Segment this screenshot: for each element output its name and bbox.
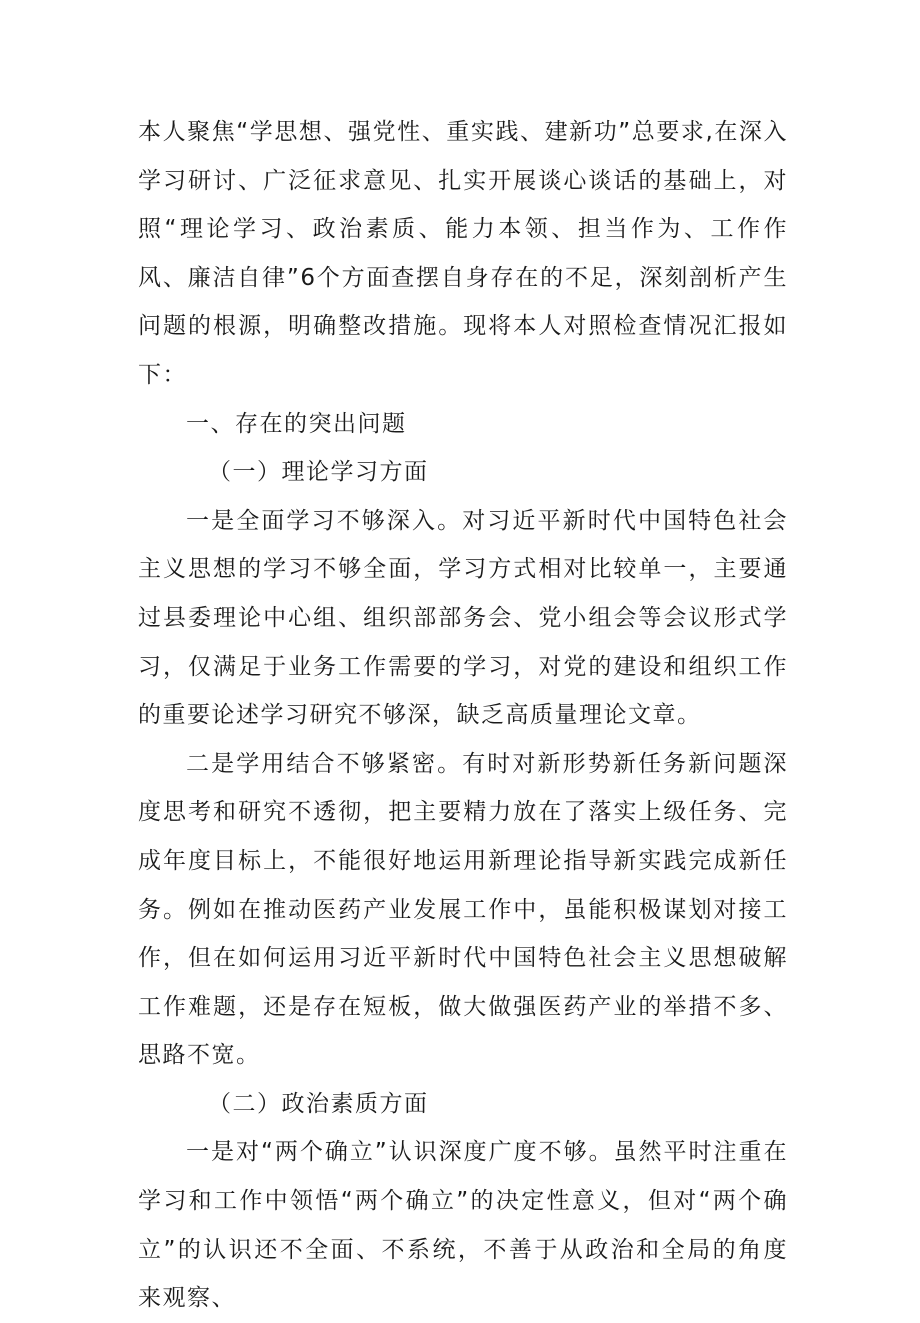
document-body: [138, 108, 788, 1323]
body-paragraph: 一是对“两个确立”认识深度广度不够。虽然平时注重在学习和工作中领悟“两个确立”的决定性意义，但对“两个确立”的认识还不全面、不系统，不善于从政治和全局的角度来观察、: [138, 1139, 788, 1312]
intro-paragraph: 本人聚焦“学思想、强党性、重实践、建新功”总要求,在深入学习研讨、广泛征求意见、扎实开展谈心谈话的基础上，对照“理论学习、政治素质、能力本领、担当作为、工作作风、廉洁自律”6个方面查摆自身存在的不足，深刻剖析产生问题的根源，明确整改措施。现将本人对照检查情况汇报如下：: [138, 119, 788, 388]
body-paragraph: 一是全面学习不够深入。对习近平新时代中国特色社会主义思想的学习不够全面，学习方式相对比较单一，主要通过县委理论中心组、组织部部务会、党小组会等会议形式学习，仅满足于业务工作需要的学习，对党的建设和组织工作的重要论述学习研究不够深，缺乏高质量理论文章。: [138, 507, 788, 729]
body-paragraph: 二是学用结合不够紧密。有时对新形势新任务新问题深度思考和研究不透彻，把主要精力放在了落实上级任务、完成年度目标上，不能很好地运用新理论指导新实践完成新任务。例如在推动医药产业发展工作中，虽能积极谋划对接工作，但在如何运用习近平新时代中国特色社会主义思想破解工作难题，还是存在短板，做大做强医药产业的举措不多、思路不宽。: [138, 750, 788, 1069]
section-heading: 一、存在的突出问题: [186, 410, 407, 437]
subsection-heading: （一）理论学习方面: [208, 459, 429, 486]
subsection-heading: （二）政治素质方面: [208, 1090, 429, 1117]
